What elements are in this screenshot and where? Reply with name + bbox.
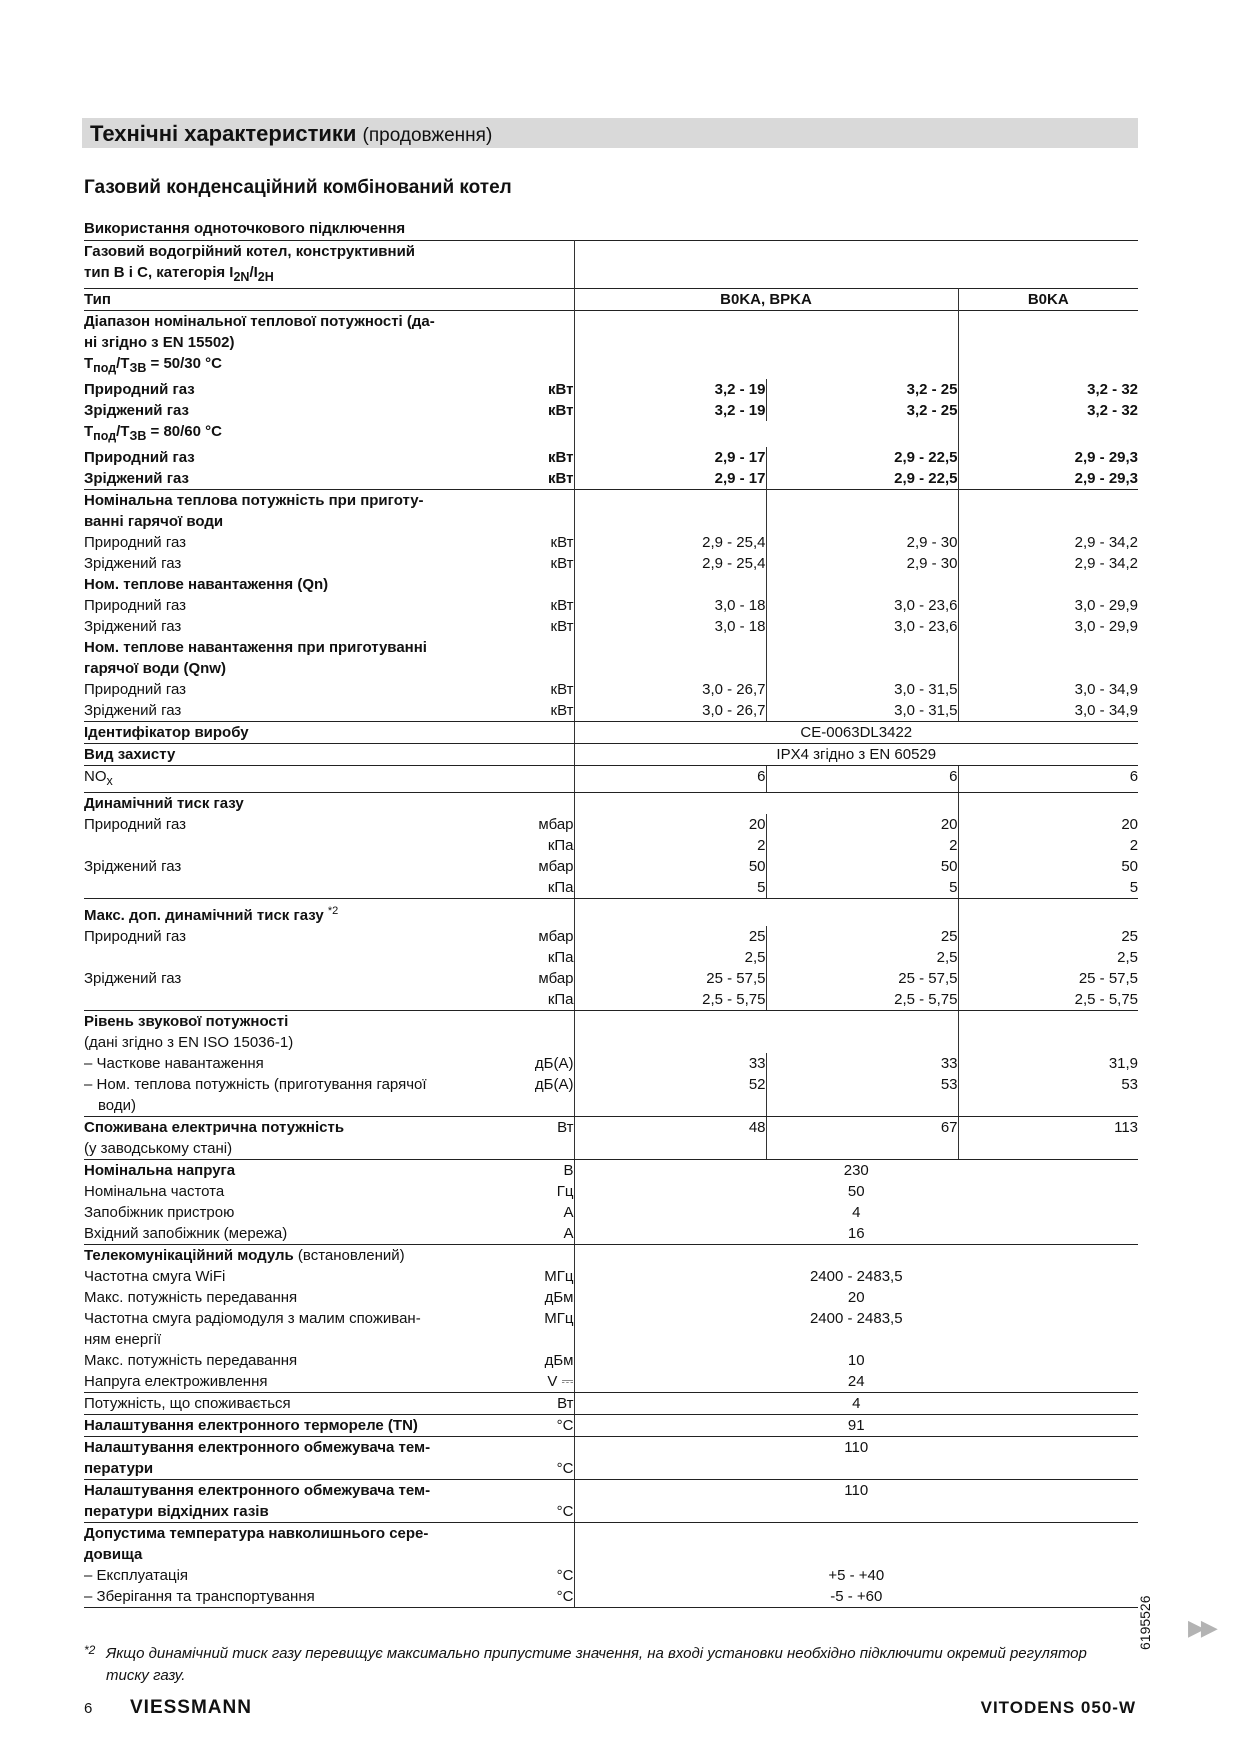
table-row: Природний газ кВт 3,0 - 26,7 3,0 - 31,5 3,0 - 34,9: [84, 681, 1139, 698]
spec-table: [84, 240, 1138, 1608]
table-row: Динамічний тиск газу: [84, 793, 1138, 815]
section-header-bar: [82, 118, 1138, 148]
table-row: Зріджений газ кВт 3,0 - 18 3,0 - 23,6 3,0 - 29,9: [84, 618, 1139, 635]
continue-arrows-icon: ▶▶: [1188, 1615, 1214, 1640]
table-row: Макс. потужність передавання дБм 20: [84, 1289, 865, 1306]
table-row: кПа 5 5 5: [84, 877, 1138, 899]
table-row: Споживана електрична потужність (у заводському стані) Вт 48 67 113: [84, 1117, 1138, 1160]
table-row: Частотна смуга радіомодуля з малим споживан- ням енергії МГц 2400 - 2483,5: [84, 1310, 903, 1348]
table-row: Допустима температура навколишнього сере- довища: [84, 1523, 1138, 1566]
table-row: Зріджений газ кВт 2,9 - 25,4 2,9 - 30 2,9 - 34,2: [84, 555, 1139, 572]
table-row: Вид захисту IPX4 згідно з EN 60529: [84, 744, 1138, 766]
table-row: $T_{под}/T_{ЗВ} = 80/60$ °C: [84, 421, 1138, 447]
table-row: Телекомунікаційний модуль (встановлений): [84, 1245, 1138, 1267]
document-number: 6195526: [1137, 1595, 1153, 1650]
table-row: Номінальна частота Гц 50: [84, 1183, 865, 1200]
table-row: Напруга електроживлення V ⎓ 24: [84, 1371, 1138, 1393]
table-row: Ном. теплове навантаження при приготуванні гарячої води (Qnw): [84, 637, 1138, 679]
table-row: Запобіжник пристрою А 4: [84, 1204, 861, 1221]
section-title: Газовий конденсаційний комбінований котел: [84, 177, 512, 198]
table-row: Ном. теплове навантаження (Qn): [84, 574, 1138, 595]
table-row: Природний газ мбар 20 20 20: [84, 816, 1139, 833]
brand-logo: VIESSMANN: [130, 1697, 252, 1718]
table-row: $NO_x$ 6 6 6: [84, 766, 1138, 793]
table-row: – Експлуатація °C +5 - +40: [84, 1567, 885, 1584]
table-row: Потужність, що споживається Вт 4: [84, 1393, 1138, 1415]
page-title: Технічні характеристики (продовження): [90, 121, 493, 146]
table-row: Частотна смуга WiFi МГц 2400 - 2483,5: [84, 1268, 903, 1285]
product-name: VITODENS 050-W: [980, 1698, 1136, 1717]
table-row: – Ном. теплова потужність (приготування гарячої води) дБ(А) 52 53 53: [84, 1074, 1138, 1117]
table-row: Налаштування електронного обмежувача тем- ператури відхідних газів °C 110: [84, 1480, 1138, 1523]
table-row: Рівень звукової потужності (дані згідно з EN ISO 15036-1): [84, 1011, 1138, 1054]
table-row: Природний газ кВт 2,9 - 17 2,9 - 22,5 2,9 - 29,3: [84, 449, 1139, 466]
page-subtitle: (продовження): [362, 125, 493, 146]
footnote-text: Якщо динамічний тиск газу перевищує максимально припустиме значення, на вході установки необхідно підключити окремий регулятор тиску газу.: [106, 1645, 1087, 1684]
table-row: – Часткове навантаження дБ(А) 33 33 31,9: [84, 1055, 1139, 1072]
table-row: Діапазон номінальної теплової потужності (да- ні згідно з EN 15502) $T_{под}/T_{ЗВ} = 50/30$ °C: [84, 311, 1138, 380]
table-row: кПа 2,5 - 5,75 2,5 - 5,75 2,5 - 5,75: [84, 989, 1138, 1011]
table-row: Газовий водогрійний котел, конструктивний тип B і C, категорія $I_{2N}/I_{2H}$: [84, 241, 1138, 289]
table-row: Природний газ мбар 25 25 25: [84, 928, 1139, 945]
table-row: Зріджений газ кВт 3,0 - 26,7 3,0 - 31,5 3,0 - 34,9: [84, 700, 1138, 722]
table-row: кПа 2,5 2,5 2,5: [84, 947, 1138, 968]
table-row: Природний газ кВт 2,9 - 25,4 2,9 - 30 2,9 - 34,2: [84, 534, 1139, 551]
table-row: Налаштування електронного обмежувача тем- ператури °C 110: [84, 1437, 1138, 1480]
table-row: Номінальна теплова потужність при приготу- ванні гарячої води: [84, 490, 1138, 533]
table-row: Тип B0KA, BPKA B0KA: [84, 289, 1138, 311]
table-row: Зріджений газ мбар 50 50 50: [84, 858, 1139, 875]
table-row: Природний газ кВт 3,0 - 18 3,0 - 23,6 3,0 - 29,9: [84, 597, 1139, 614]
table-row: Макс. доп. динамічний тиск газу $^{*2}$: [84, 899, 1138, 927]
usage-note: Використання одноточкового підключення: [84, 220, 406, 237]
table-row: Налаштування електронного термореле (TN) °C 91: [84, 1415, 1138, 1437]
table-row: Вхідний запобіжник (мережа) А 16: [84, 1223, 1138, 1245]
table-row: кПа 2 2 2: [84, 835, 1138, 856]
page-number: 6: [84, 1700, 93, 1717]
table-row: Ідентифікатор виробу CE-0063DL3422: [84, 722, 1138, 744]
table-row: Природний газ кВт 3,2 - 19 3,2 - 25 3,2 - 32: [84, 381, 1139, 398]
table-row: Макс. потужність передавання дБм 10: [84, 1352, 865, 1369]
table-row: – Зберігання та транспортування °C -5 - +60: [84, 1586, 1138, 1608]
table-row: Зріджений газ мбар 25 - 57,5 25 - 57,5 25 - 57,5: [84, 970, 1139, 987]
table-row: Зріджений газ кВт 2,9 - 17 2,9 - 22,5 2,9 - 29,3: [84, 468, 1138, 490]
table-row: Зріджений газ кВт 3,2 - 19 3,2 - 25 3,2 - 32: [84, 402, 1139, 419]
footnote-mark: *2: [84, 1643, 96, 1657]
table-row: Номінальна напруга В 230: [84, 1160, 1138, 1182]
